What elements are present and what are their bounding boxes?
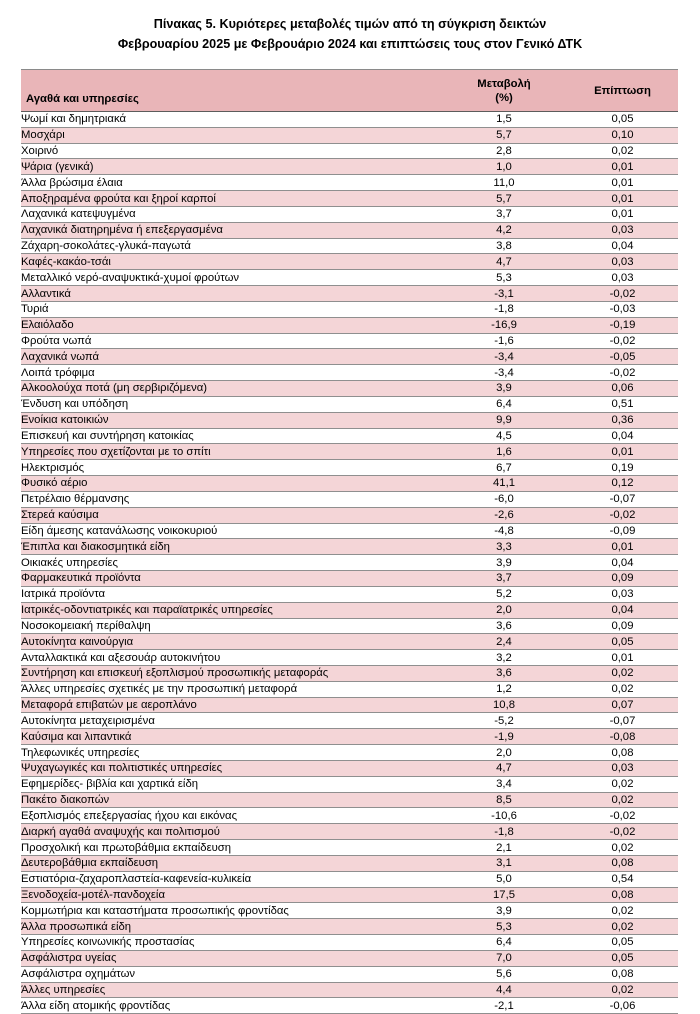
- table-row: [21, 286, 678, 302]
- row-item-name: Άλλες υπηρεσίες σχετικές με την προσωπική μεταφορά: [21, 681, 441, 697]
- table-row: [21, 982, 678, 998]
- row-item-name: Καφές-κακάο-τσάι: [21, 254, 441, 270]
- row-change-value: 8,5: [441, 792, 567, 808]
- row-item-name: Άλλα βρώσιμα έλαια: [21, 175, 441, 191]
- row-impact-value: 0,10: [567, 127, 678, 143]
- row-change-value: -5,2: [441, 713, 567, 729]
- row-change-value: -3,4: [441, 349, 567, 365]
- row-change-value: 5,0: [441, 871, 567, 887]
- row-change-value: 3,4: [441, 776, 567, 792]
- table-row: [21, 333, 678, 349]
- row-change-value: 2,4: [441, 634, 567, 650]
- row-item-name: Είδη άμεσης κατανάλωσης νοικοκυριού: [21, 523, 441, 539]
- row-item-name: Επισκευή και συντήρηση κατοικίας: [21, 428, 441, 444]
- row-change-value: 5,2: [441, 586, 567, 602]
- row-item-name: Φυσικό αέριο: [21, 476, 441, 492]
- row-change-value: -16,9: [441, 317, 567, 333]
- table-header: [21, 70, 678, 112]
- row-impact-value: 0,04: [567, 555, 678, 571]
- row-item-name: Νοσοκομειακή περίθαλψη: [21, 618, 441, 634]
- table-row: [21, 697, 678, 713]
- row-item-name: Λαχανικά διατηρημένα ή επεξεργασμένα: [21, 222, 441, 238]
- table-row: [21, 460, 678, 476]
- row-impact-value: 0,02: [567, 840, 678, 856]
- table-row: [21, 396, 678, 412]
- table-row: [21, 950, 678, 966]
- row-change-value: 6,4: [441, 935, 567, 951]
- table-row: [21, 476, 678, 492]
- table-row: [21, 412, 678, 428]
- row-item-name: Υπηρεσίες που σχετίζονται με το σπίτι: [21, 444, 441, 460]
- row-change-value: 10,8: [441, 697, 567, 713]
- table-row: [21, 602, 678, 618]
- header-impact: Επίπτωση: [567, 70, 678, 112]
- table-title-line-1: Πίνακας 5. Κυριότερες μεταβολές τιμών από τη σύγκριση δεικτών: [153, 17, 547, 31]
- row-change-value: 4,5: [441, 428, 567, 444]
- row-item-name: Καύσιμα και λιπαντικά: [21, 729, 441, 745]
- row-change-value: -3,1: [441, 286, 567, 302]
- row-item-name: Εστιατόρια-ζαχαροπλαστεία-καφενεία-κυλικεία: [21, 871, 441, 887]
- table-row: [21, 966, 678, 982]
- table-row: [21, 270, 678, 286]
- table-row: [21, 222, 678, 238]
- row-impact-value: 0,02: [567, 776, 678, 792]
- table-row: [21, 855, 678, 871]
- row-change-value: -3,4: [441, 365, 567, 381]
- row-impact-value: -0,02: [567, 808, 678, 824]
- row-change-value: 3,6: [441, 618, 567, 634]
- row-impact-value: 0,09: [567, 571, 678, 587]
- row-change-value: 2,8: [441, 143, 567, 159]
- row-impact-value: 0,08: [567, 887, 678, 903]
- row-item-name: Ψυχαγωγικές και πολιτιστικές υπηρεσίες: [21, 760, 441, 776]
- row-change-value: 4,7: [441, 254, 567, 270]
- row-impact-value: -0,06: [567, 998, 678, 1014]
- row-impact-value: 0,02: [567, 665, 678, 681]
- row-impact-value: 0,02: [567, 792, 678, 808]
- table-row: [21, 112, 678, 128]
- table-row: [21, 571, 678, 587]
- row-item-name: Ψωμί και δημητριακά: [21, 112, 441, 128]
- row-item-name: Πετρέλαιο θέρμανσης: [21, 491, 441, 507]
- row-change-value: 3,1: [441, 855, 567, 871]
- row-change-value: 2,0: [441, 745, 567, 761]
- row-item-name: Διαρκή αγαθά αναψυχής και πολιτισμού: [21, 824, 441, 840]
- row-change-value: 4,7: [441, 760, 567, 776]
- row-impact-value: -0,19: [567, 317, 678, 333]
- row-impact-value: -0,02: [567, 286, 678, 302]
- table-row: [21, 887, 678, 903]
- row-change-value: -1,9: [441, 729, 567, 745]
- row-item-name: Ανταλλακτικά και αξεσουάρ αυτοκινήτου: [21, 650, 441, 666]
- row-impact-value: 0,01: [567, 206, 678, 222]
- table-row: [21, 871, 678, 887]
- table-row: [21, 301, 678, 317]
- header-row: [21, 70, 678, 112]
- row-change-value: 3,9: [441, 903, 567, 919]
- row-item-name: Λοιπά τρόφιμα: [21, 365, 441, 381]
- row-change-value: 3,3: [441, 539, 567, 555]
- table-row: [21, 523, 678, 539]
- row-impact-value: -0,02: [567, 365, 678, 381]
- row-change-value: 3,9: [441, 555, 567, 571]
- table-row: [21, 998, 678, 1014]
- row-item-name: Μεταλλικό νερό-αναψυκτικά-χυμοί φρούτων: [21, 270, 441, 286]
- row-impact-value: 0,03: [567, 222, 678, 238]
- row-impact-value: 0,05: [567, 634, 678, 650]
- row-change-value: 6,7: [441, 460, 567, 476]
- row-change-value: 5,7: [441, 127, 567, 143]
- table-row: [21, 555, 678, 571]
- table-row: [21, 539, 678, 555]
- table-row: [21, 824, 678, 840]
- table-row: [21, 665, 678, 681]
- table-row: [21, 776, 678, 792]
- row-item-name: Προσχολική και πρωτοβάθμια εκπαίδευση: [21, 840, 441, 856]
- header-change-line-2: (%): [495, 91, 513, 104]
- row-impact-value: -0,05: [567, 349, 678, 365]
- table-row: [21, 428, 678, 444]
- table-row: [21, 935, 678, 951]
- table-row: [21, 365, 678, 381]
- row-impact-value: 0,05: [567, 935, 678, 951]
- row-impact-value: 0,02: [567, 903, 678, 919]
- table-row: [21, 919, 678, 935]
- row-change-value: 4,2: [441, 222, 567, 238]
- row-change-value: -1,8: [441, 301, 567, 317]
- row-change-value: 1,2: [441, 681, 567, 697]
- table-row: [21, 159, 678, 175]
- row-impact-value: -0,09: [567, 523, 678, 539]
- row-impact-value: 0,05: [567, 112, 678, 128]
- row-item-name: Εφημερίδες- βιβλία και χαρτικά είδη: [21, 776, 441, 792]
- row-item-name: Ηλεκτρισμός: [21, 460, 441, 476]
- row-change-value: 3,8: [441, 238, 567, 254]
- row-impact-value: 0,51: [567, 396, 678, 412]
- row-impact-value: 0,12: [567, 476, 678, 492]
- row-change-value: -2,1: [441, 998, 567, 1014]
- row-item-name: Ζάχαρη-σοκολάτες-γλυκά-παγωτά: [21, 238, 441, 254]
- table-row: [21, 840, 678, 856]
- table-row: [21, 808, 678, 824]
- row-item-name: Εξοπλισμός επεξεργασίας ήχου και εικόνας: [21, 808, 441, 824]
- table-row: [21, 745, 678, 761]
- row-impact-value: 0,03: [567, 254, 678, 270]
- row-change-value: 1,6: [441, 444, 567, 460]
- row-impact-value: 0,03: [567, 270, 678, 286]
- row-impact-value: 0,04: [567, 238, 678, 254]
- row-change-value: 2,0: [441, 602, 567, 618]
- row-change-value: 41,1: [441, 476, 567, 492]
- row-change-value: 3,2: [441, 650, 567, 666]
- table-row: [21, 444, 678, 460]
- row-impact-value: 0,09: [567, 618, 678, 634]
- row-impact-value: 0,05: [567, 950, 678, 966]
- row-impact-value: -0,07: [567, 491, 678, 507]
- row-item-name: Ξενοδοχεία-μοτέλ-πανδοχεία: [21, 887, 441, 903]
- row-item-name: Στερεά καύσιμα: [21, 507, 441, 523]
- row-item-name: Άλλα είδη ατομικής φροντίδας: [21, 998, 441, 1014]
- table-row: [21, 238, 678, 254]
- row-item-name: Αλκοολούχα ποτά (μη σερβιριζόμενα): [21, 381, 441, 397]
- row-item-name: Τηλεφωνικές υπηρεσίες: [21, 745, 441, 761]
- table-row: [21, 634, 678, 650]
- row-item-name: Ένδυση και υπόδηση: [21, 396, 441, 412]
- row-change-value: 17,5: [441, 887, 567, 903]
- row-impact-value: 0,08: [567, 855, 678, 871]
- table-title: [0, 14, 700, 54]
- row-impact-value: 0,03: [567, 586, 678, 602]
- row-item-name: Φρούτα νωπά: [21, 333, 441, 349]
- table-row: [21, 760, 678, 776]
- row-item-name: Δευτεροβάθμια εκπαίδευση: [21, 855, 441, 871]
- row-change-value: -4,8: [441, 523, 567, 539]
- row-item-name: Μοσχάρι: [21, 127, 441, 143]
- row-change-value: 1,0: [441, 159, 567, 175]
- row-change-value: 9,9: [441, 412, 567, 428]
- header-item: Αγαθά και υπηρεσίες: [21, 70, 441, 112]
- row-item-name: Ιατρικά προϊόντα: [21, 586, 441, 602]
- table-row: [21, 491, 678, 507]
- price-changes-table: [21, 69, 678, 1014]
- row-impact-value: 0,36: [567, 412, 678, 428]
- row-item-name: Ασφάλιστρα υγείας: [21, 950, 441, 966]
- row-change-value: -2,6: [441, 507, 567, 523]
- row-change-value: 6,4: [441, 396, 567, 412]
- row-impact-value: 0,07: [567, 697, 678, 713]
- row-item-name: Αυτοκίνητα καινούργια: [21, 634, 441, 650]
- row-impact-value: 0,02: [567, 982, 678, 998]
- table-row: [21, 729, 678, 745]
- row-impact-value: 0,06: [567, 381, 678, 397]
- row-item-name: Ψάρια (γενικά): [21, 159, 441, 175]
- row-impact-value: 0,01: [567, 159, 678, 175]
- table-row: [21, 191, 678, 207]
- table-row: [21, 349, 678, 365]
- row-impact-value: -0,03: [567, 301, 678, 317]
- row-item-name: Ενοίκια κατοικιών: [21, 412, 441, 428]
- row-item-name: Ιατρικές-οδοντιατρικές και παραϊατρικές υπηρεσίες: [21, 602, 441, 618]
- row-impact-value: 0,04: [567, 602, 678, 618]
- row-impact-value: -0,02: [567, 824, 678, 840]
- row-item-name: Οικιακές υπηρεσίες: [21, 555, 441, 571]
- table-row: [21, 903, 678, 919]
- row-impact-value: 0,19: [567, 460, 678, 476]
- row-impact-value: 0,01: [567, 175, 678, 191]
- table-row: [21, 127, 678, 143]
- table-row: [21, 618, 678, 634]
- row-item-name: Πακέτο διακοπών: [21, 792, 441, 808]
- row-impact-value: -0,02: [567, 333, 678, 349]
- row-change-value: 5,3: [441, 919, 567, 935]
- row-impact-value: -0,07: [567, 713, 678, 729]
- row-impact-value: -0,08: [567, 729, 678, 745]
- table-title-line-2: Φεβρουαρίου 2025 με Φεβρουάριο 2024 και επιπτώσεις τους στον Γενικό ΔΤΚ: [117, 37, 583, 51]
- table-row: [21, 317, 678, 333]
- table-row: [21, 792, 678, 808]
- row-item-name: Αποξηραμένα φρούτα και ξηροί καρποί: [21, 191, 441, 207]
- row-item-name: Ασφάλιστρα οχημάτων: [21, 966, 441, 982]
- row-impact-value: 0,01: [567, 444, 678, 460]
- row-item-name: Συντήρηση και επισκευή εξοπλισμού προσωπικής μεταφοράς: [21, 665, 441, 681]
- row-impact-value: 0,01: [567, 539, 678, 555]
- row-change-value: 5,7: [441, 191, 567, 207]
- row-change-value: -10,6: [441, 808, 567, 824]
- row-impact-value: 0,02: [567, 143, 678, 159]
- table-row: [21, 681, 678, 697]
- row-item-name: Αυτοκίνητα μεταχειρισμένα: [21, 713, 441, 729]
- row-item-name: Υπηρεσίες κοινωνικής προστασίας: [21, 935, 441, 951]
- row-change-value: 5,3: [441, 270, 567, 286]
- row-change-value: 3,7: [441, 206, 567, 222]
- row-impact-value: 0,01: [567, 650, 678, 666]
- row-change-value: 5,6: [441, 966, 567, 982]
- table-row: [21, 206, 678, 222]
- row-change-value: -1,8: [441, 824, 567, 840]
- table-row: [21, 175, 678, 191]
- row-impact-value: 0,08: [567, 966, 678, 982]
- row-impact-value: -0,02: [567, 507, 678, 523]
- row-change-value: 3,6: [441, 665, 567, 681]
- row-change-value: 1,5: [441, 112, 567, 128]
- row-item-name: Άλλες υπηρεσίες: [21, 982, 441, 998]
- row-impact-value: 0,54: [567, 871, 678, 887]
- table-row: [21, 713, 678, 729]
- row-change-value: 4,4: [441, 982, 567, 998]
- row-impact-value: 0,03: [567, 760, 678, 776]
- row-change-value: 7,0: [441, 950, 567, 966]
- row-change-value: 3,7: [441, 571, 567, 587]
- row-item-name: Ελαιόλαδο: [21, 317, 441, 333]
- row-item-name: Λαχανικά νωπά: [21, 349, 441, 365]
- row-change-value: 2,1: [441, 840, 567, 856]
- row-item-name: Έπιπλα και διακοσμητικά είδη: [21, 539, 441, 555]
- row-impact-value: 0,08: [567, 745, 678, 761]
- row-change-value: -6,0: [441, 491, 567, 507]
- table-row: [21, 254, 678, 270]
- table-row: [21, 650, 678, 666]
- row-item-name: Τυριά: [21, 301, 441, 317]
- row-item-name: Φαρμακευτικά προϊόντα: [21, 571, 441, 587]
- row-impact-value: 0,02: [567, 681, 678, 697]
- row-change-value: -1,6: [441, 333, 567, 349]
- table-row: [21, 507, 678, 523]
- row-impact-value: 0,01: [567, 191, 678, 207]
- row-item-name: Μεταφορά επιβατών με αεροπλάνο: [21, 697, 441, 713]
- table-row: [21, 143, 678, 159]
- row-impact-value: 0,04: [567, 428, 678, 444]
- row-item-name: Λαχανικά κατεψυγμένα: [21, 206, 441, 222]
- table-row: [21, 381, 678, 397]
- row-item-name: Χοιρινό: [21, 143, 441, 159]
- row-change-value: 11,0: [441, 175, 567, 191]
- row-item-name: Άλλα προσωπικά είδη: [21, 919, 441, 935]
- table-body: [21, 112, 678, 1014]
- row-change-value: 3,9: [441, 381, 567, 397]
- row-item-name: Αλλαντικά: [21, 286, 441, 302]
- row-item-name: Κομμωτήρια και καταστήματα προσωπικής φροντίδας: [21, 903, 441, 919]
- row-impact-value: 0,02: [567, 919, 678, 935]
- header-change: [441, 70, 567, 112]
- table-row: [21, 586, 678, 602]
- header-change-line-1: Μεταβολή: [477, 77, 531, 90]
